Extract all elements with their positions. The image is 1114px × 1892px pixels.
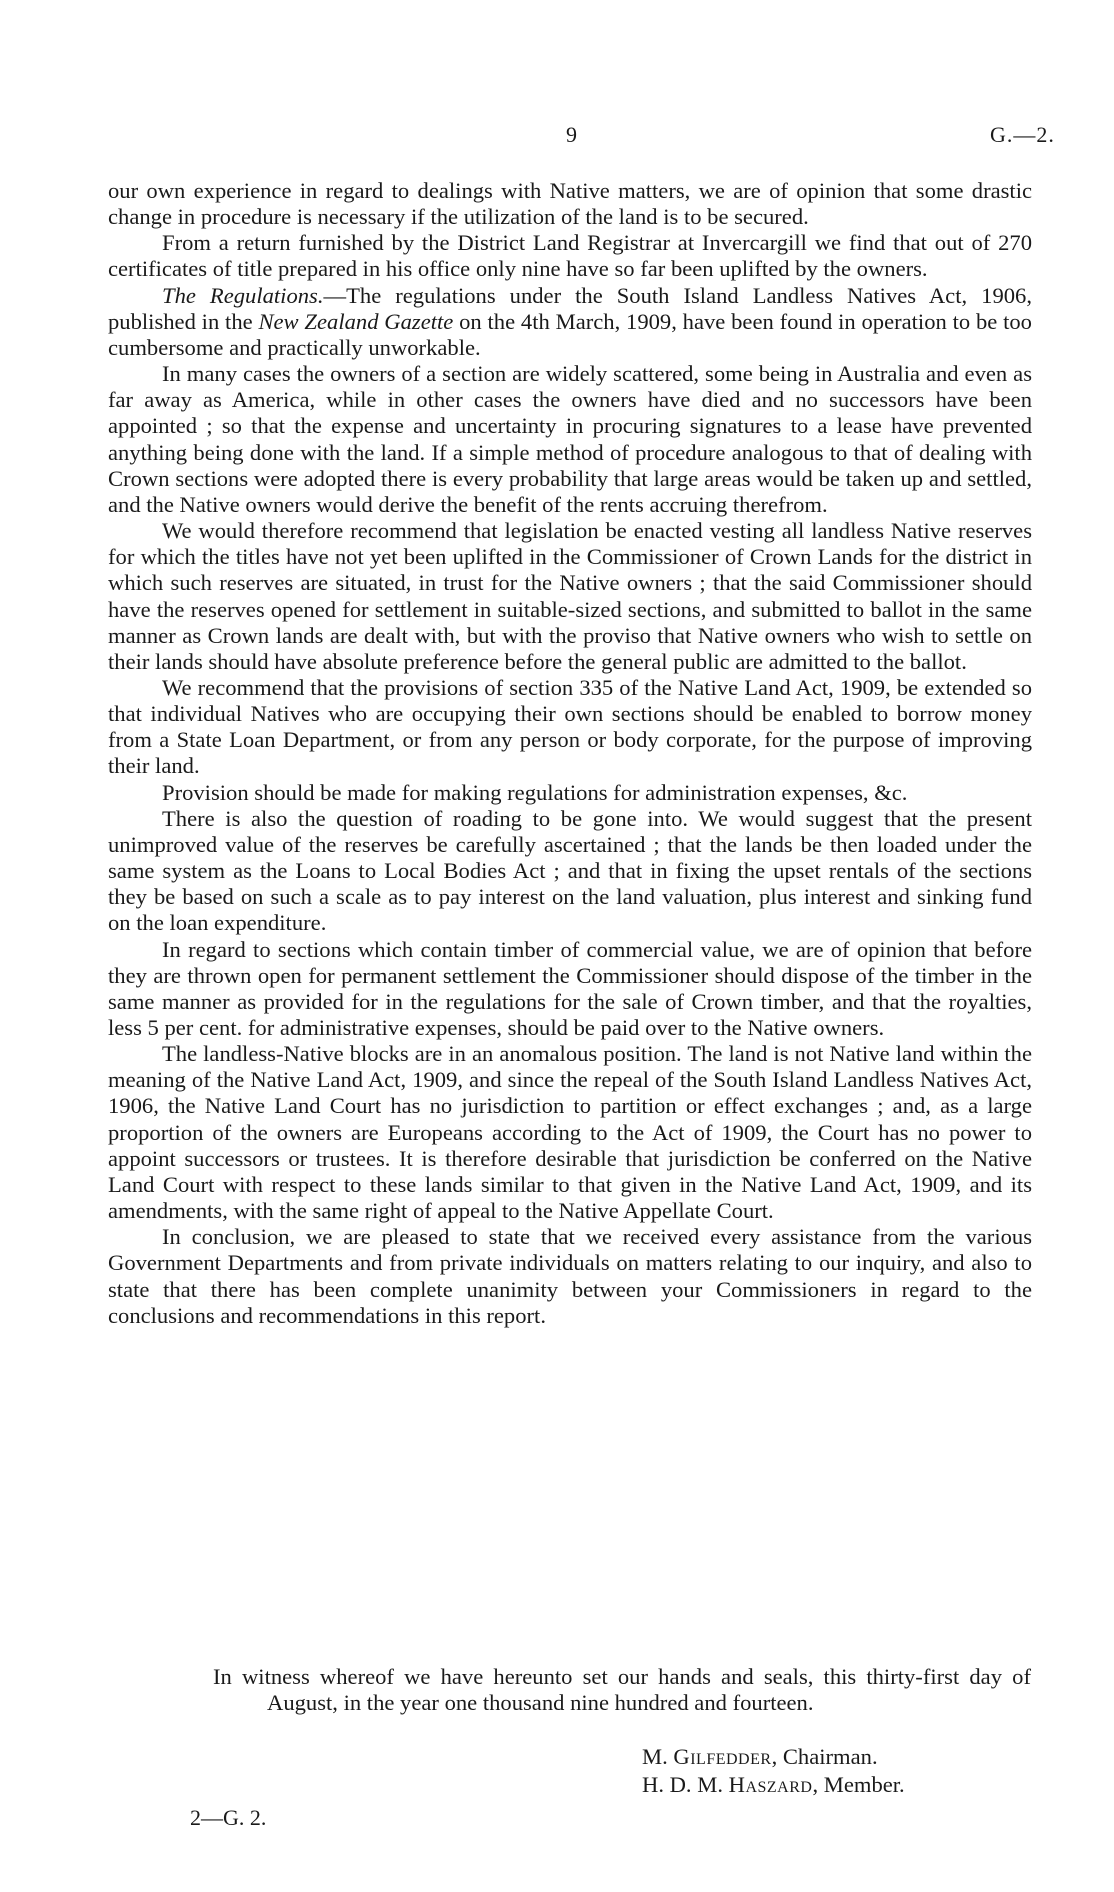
document-reference: G.—2. bbox=[990, 122, 1055, 147]
signatory-name: Haszard bbox=[728, 1772, 813, 1797]
regulations-text-end: on the 4th March, 1909, have been found in operation to be too cumbersome and practically unworkable. bbox=[108, 308, 1032, 360]
regulations-text: —The regulations under the South Island Landless Natives Act, 1906, published in the bbox=[108, 282, 1032, 334]
paragraph: In conclusion, we are pleased to state that we received every assistance from the various Government Departments and from private individuals on matters relating to our inquiry, and also to state that there has been complete unanimity between your Commissioners in regard to the conclusions and recommendations in this report. bbox=[108, 1224, 1032, 1328]
signatory-role: , Chairman. bbox=[771, 1744, 878, 1769]
regulations-paragraph bbox=[108, 283, 1032, 361]
paragraph: Provision should be made for making regulations for administration expenses, &c. bbox=[162, 779, 908, 805]
signatory-role: , Member. bbox=[812, 1772, 905, 1797]
regulations-heading: The Regulations. bbox=[162, 282, 324, 308]
paragraph: The landless-Native blocks are in an anomalous position. The land is not Native land within the meaning of the Native Land Act, 1909, and since the repeal of the South Island Landless Natives Act, 1906, the Native Land Court has no jurisdiction to partition or effect exchanges ; and, as a large proportion of the owners are Europeans according to the Act of 1909, the Court has no power to appoint successors or trustees. It is therefore desirable that jurisdiction be conferred on the Native Land Court with respect to these lands similar to that given in the Native Land Act, 1909, and its amendments, with the same right of appeal to the Native Appellate Court. bbox=[108, 1041, 1032, 1224]
paragraph: We would therefore recommend that legislation be enacted vesting all landless Native reserves for which the titles have not yet been uplifted in the Commissioner of Crown Lands for the district in which such reserves are situated, in trust for the Native owners ; that the said Commissioner should have the reserves opened for settlement in suitable-sized sections, and submitted to ballot in the same manner as Crown lands are dealt with, but with the proviso that Native owners who wish to settle on their lands should have absolute preference before the general public are admitted to the ballot. bbox=[108, 518, 1032, 674]
paragraph: We recommend that the provisions of section 335 of the Native Land Act, 1909, be extended so that individual Natives who are occupying their own sections should be enabled to borrow money from a State Loan Department, or from any person or body corporate, for the purpose of improving their land. bbox=[108, 674, 1032, 779]
paragraph: From a return furnished by the District Land Registrar at Invercargill we find that out of 270 certificates of title prepared in his office only nine have so far been uplifted by the owners. bbox=[108, 230, 1032, 282]
page-header bbox=[0, 122, 1114, 154]
paragraph: our own experience in regard to dealings with Native matters, we are of opinion that some drastic change in procedure is necessary if the utilization of the land is to be secured. bbox=[108, 178, 1032, 230]
signature-chairman: M. Gilfedder, Chairman. bbox=[642, 1744, 878, 1769]
paragraph: There is also the question of roading to be gone into. We would suggest that the present unimproved value of the reserves be carefully ascertained ; that the lands be then loaded under the same system as the Loans to Local Bodies Act ; and that in fixing the upset rentals of the sections they be based on such a scale as to pay interest on the land valuation, plus interest and sinking fund on the loan expenditure. bbox=[108, 805, 1032, 936]
signature-member: H. D. M. Haszard, Member. bbox=[642, 1772, 905, 1797]
signatory-name: Gilfedder bbox=[673, 1744, 772, 1769]
paragraph: In regard to sections which contain timber of commercial value, we are of opinion that before they are thrown open for permanent settlement the Commissioner should dispose of the timber in the same manner as provided for in the regulations for the sale of Crown timber, and that the royalties, less 5 per cent. for administrative expenses, should be paid over to the Native owners. bbox=[108, 936, 1032, 1040]
witness-clause: In witness whereof we have hereunto set our hands and seals, this thirty-first day of August, in the year one thousand nine hundred and fourteen. bbox=[213, 1664, 1031, 1716]
footer-reference: 2—G. 2. bbox=[190, 1805, 267, 1830]
gazette-title: New Zealand Gazette bbox=[258, 308, 454, 334]
paragraph: In many cases the owners of a section are widely scattered, some being in Australia and even as far away as America, while in other cases the owners have died and no successors have been appointed ; so that the expense and uncertainty in procuring signatures to a lease have prevented anything being done with the land. If a simple method of procedure analogous to that of dealing with Crown sections were adopted there is every probability that large areas would be taken up and settled, and the Native owners would derive the benefit of the rents accruing therefrom. bbox=[108, 361, 1032, 517]
page-number: 9 bbox=[566, 122, 577, 147]
report-body bbox=[108, 178, 1032, 1329]
signature-block bbox=[642, 1743, 905, 1799]
